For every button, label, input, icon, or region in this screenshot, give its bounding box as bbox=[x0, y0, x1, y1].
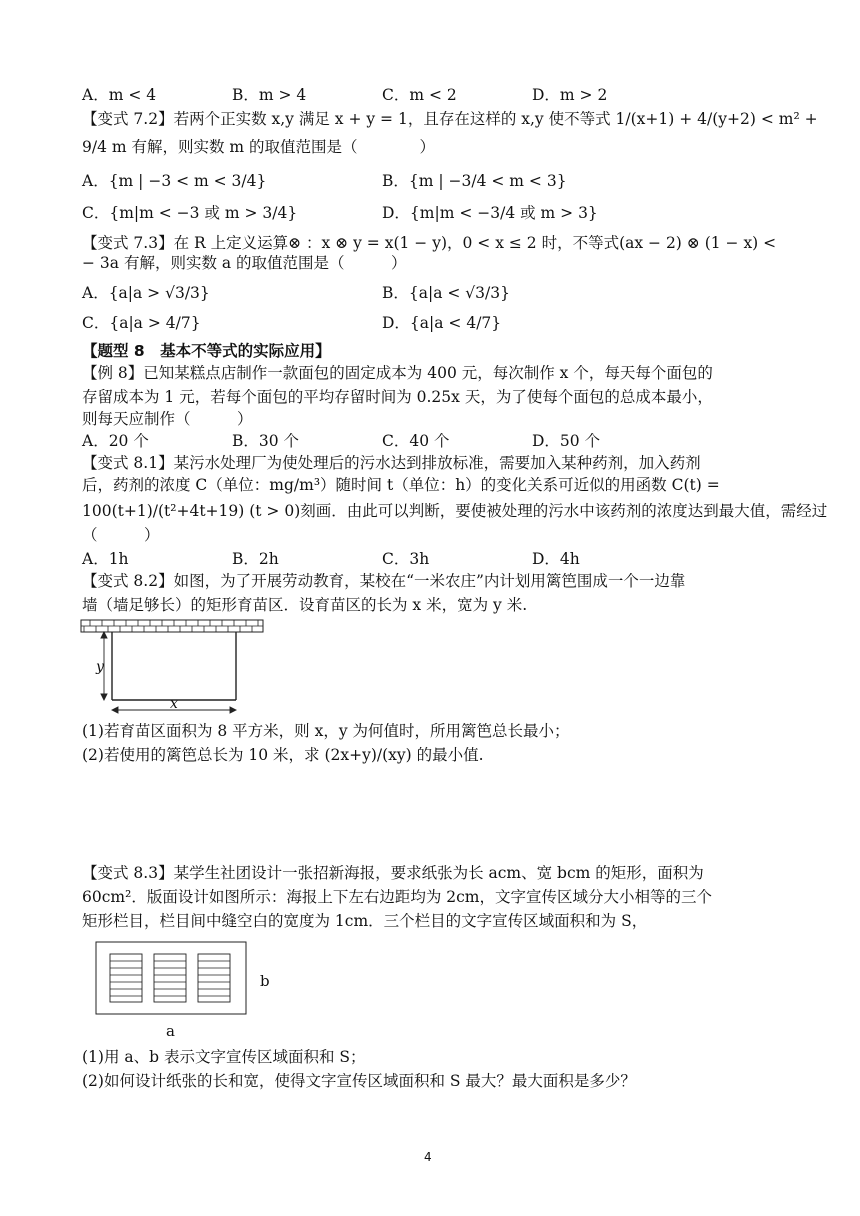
section-title: 【题型 8 基本不等式的实际应用】 bbox=[82, 342, 331, 360]
poster-diagram bbox=[90, 940, 290, 1040]
fence-rectangle bbox=[112, 632, 236, 700]
q72-option-c: C．{m|m < −3 或 m > 3/4} bbox=[82, 204, 298, 222]
label-x: x bbox=[170, 696, 178, 712]
v81-line3: 100(t+1)/(t²+4t+19) (t > 0)刻画．由此可以判断，要使被处理的污水中该药剂的浓度达到最大值，需经过 bbox=[82, 502, 828, 520]
v81-option-d: D．4h bbox=[532, 550, 580, 568]
q71-option-a: A．m < 4 bbox=[82, 86, 157, 104]
v83-line1: 【变式 8.3】某学生社团设计一张招新海报，要求纸张为长 acm、宽 bcm 的矩形，面积为 bbox=[82, 864, 704, 882]
q73-option-d: D．{a|a < 4/7} bbox=[382, 314, 502, 332]
q72-option-d: D．{m|m < −3/4 或 m > 3} bbox=[382, 204, 598, 222]
v83-line3: 矩形栏目，栏目间中缝空白的宽度为 1cm．三个栏目的文字宣传区域面积和为 S， bbox=[82, 912, 648, 930]
ex8-option-a: A．20 个 bbox=[82, 432, 149, 450]
q72-stem-line2: 9/4 m 有解，则实数 m 的取值范围是（ ） bbox=[82, 138, 436, 156]
ex8-option-c: C．40 个 bbox=[382, 432, 450, 450]
ex8-line2: 存留成本为 1 元，若每个面包的平均存留时间为 0.25x 天，为了使每个面包的总成本最小， bbox=[82, 388, 713, 406]
q73-option-b: B．{a|a < √3/3} bbox=[382, 284, 510, 302]
ex8-line1: 【例 8】已知某糕点店制作一款面包的固定成本为 400 元，每次制作 x 个，每天每个面包的 bbox=[82, 364, 713, 382]
q71-option-c: C．m < 2 bbox=[382, 86, 457, 104]
wall-icon bbox=[81, 620, 263, 632]
v83-sub1: (1)用 a、b 表示文字宣传区域面积和 S； bbox=[82, 1048, 366, 1066]
v81-option-b: B．2h bbox=[232, 550, 279, 568]
ex8-option-b: B．30 个 bbox=[232, 432, 300, 450]
v81-line1: 【变式 8.1】某污水处理厂为使处理后的污水达到排放标准，需要加入某种药剂，加入药剂 bbox=[82, 454, 701, 472]
q73-stem-line1: 【变式 7.3】在 R 上定义运算⊗ ：x ⊗ y = x(1 − y)，0 < x ≤ 2 时，不等式(ax − 2) ⊗ (1 − x) < bbox=[82, 234, 777, 252]
q73-option-a: A．{a|a > √3/3} bbox=[82, 284, 210, 302]
label-y: y bbox=[96, 659, 104, 675]
fence-diagram bbox=[80, 618, 270, 718]
q71-option-b: B．m > 4 bbox=[232, 86, 307, 104]
q73-stem-line2: − 3a 有解，则实数 a 的取值范围是（ ） bbox=[82, 254, 407, 272]
ex8-line3: 则每天应制作（ ） bbox=[82, 410, 253, 428]
label-a: a bbox=[166, 1022, 175, 1040]
v81-option-a: A．1h bbox=[82, 550, 129, 568]
q73-option-c: C．{a|a > 4/7} bbox=[82, 314, 201, 332]
v83-sub2: (2)如何设计纸张的长和宽，使得文字宣传区域面积和 S 最大？最大面积是多少？ bbox=[82, 1072, 636, 1090]
label-b: b bbox=[260, 972, 270, 990]
v82-sub2: (2)若使用的篱笆总长为 10 米，求 (2x+y)/(xy) 的最小值. bbox=[82, 746, 484, 764]
q72-option-b: B．{m | −3/4 < m < 3} bbox=[382, 172, 567, 190]
v82-sub1: (1)若育苗区面积为 8 平方米，则 x，y 为何值时，所用篱笆总长最小； bbox=[82, 722, 570, 740]
v81-option-c: C．3h bbox=[382, 550, 430, 568]
q72-option-a: A．{m | −3 < m < 3/4} bbox=[82, 172, 267, 190]
q72-stem-line1: 【变式 7.2】若两个正实数 x,y 满足 x + y = 1，且存在这样的 x,y 使不等式 1/(x+1) + 4/(y+2) < m² + bbox=[82, 110, 818, 128]
q71-option-d: D．m > 2 bbox=[532, 86, 608, 104]
v82-line1: 【变式 8.2】如图，为了开展劳动教育，某校在“一米农庄”内计划用篱笆围成一个一边靠 bbox=[82, 572, 686, 590]
v81-line4: （ ） bbox=[82, 526, 160, 544]
v83-line2: 60cm²．版面设计如图所示：海报上下左右边距均为 2cm，文字宣传区域分大小相等的三个 bbox=[82, 888, 712, 906]
v82-line2: 墙（墙足够长）的矩形育苗区．设育苗区的长为 x 米，宽为 y 米. bbox=[82, 596, 528, 614]
v81-line2: 后，药剂的浓度 C（单位：mg/m³）随时间 t（单位：h）的变化关系可近似的用函数 C(t) = bbox=[82, 476, 720, 494]
ex8-option-d: D．50 个 bbox=[532, 432, 601, 450]
page-number: 4 bbox=[424, 1150, 432, 1164]
